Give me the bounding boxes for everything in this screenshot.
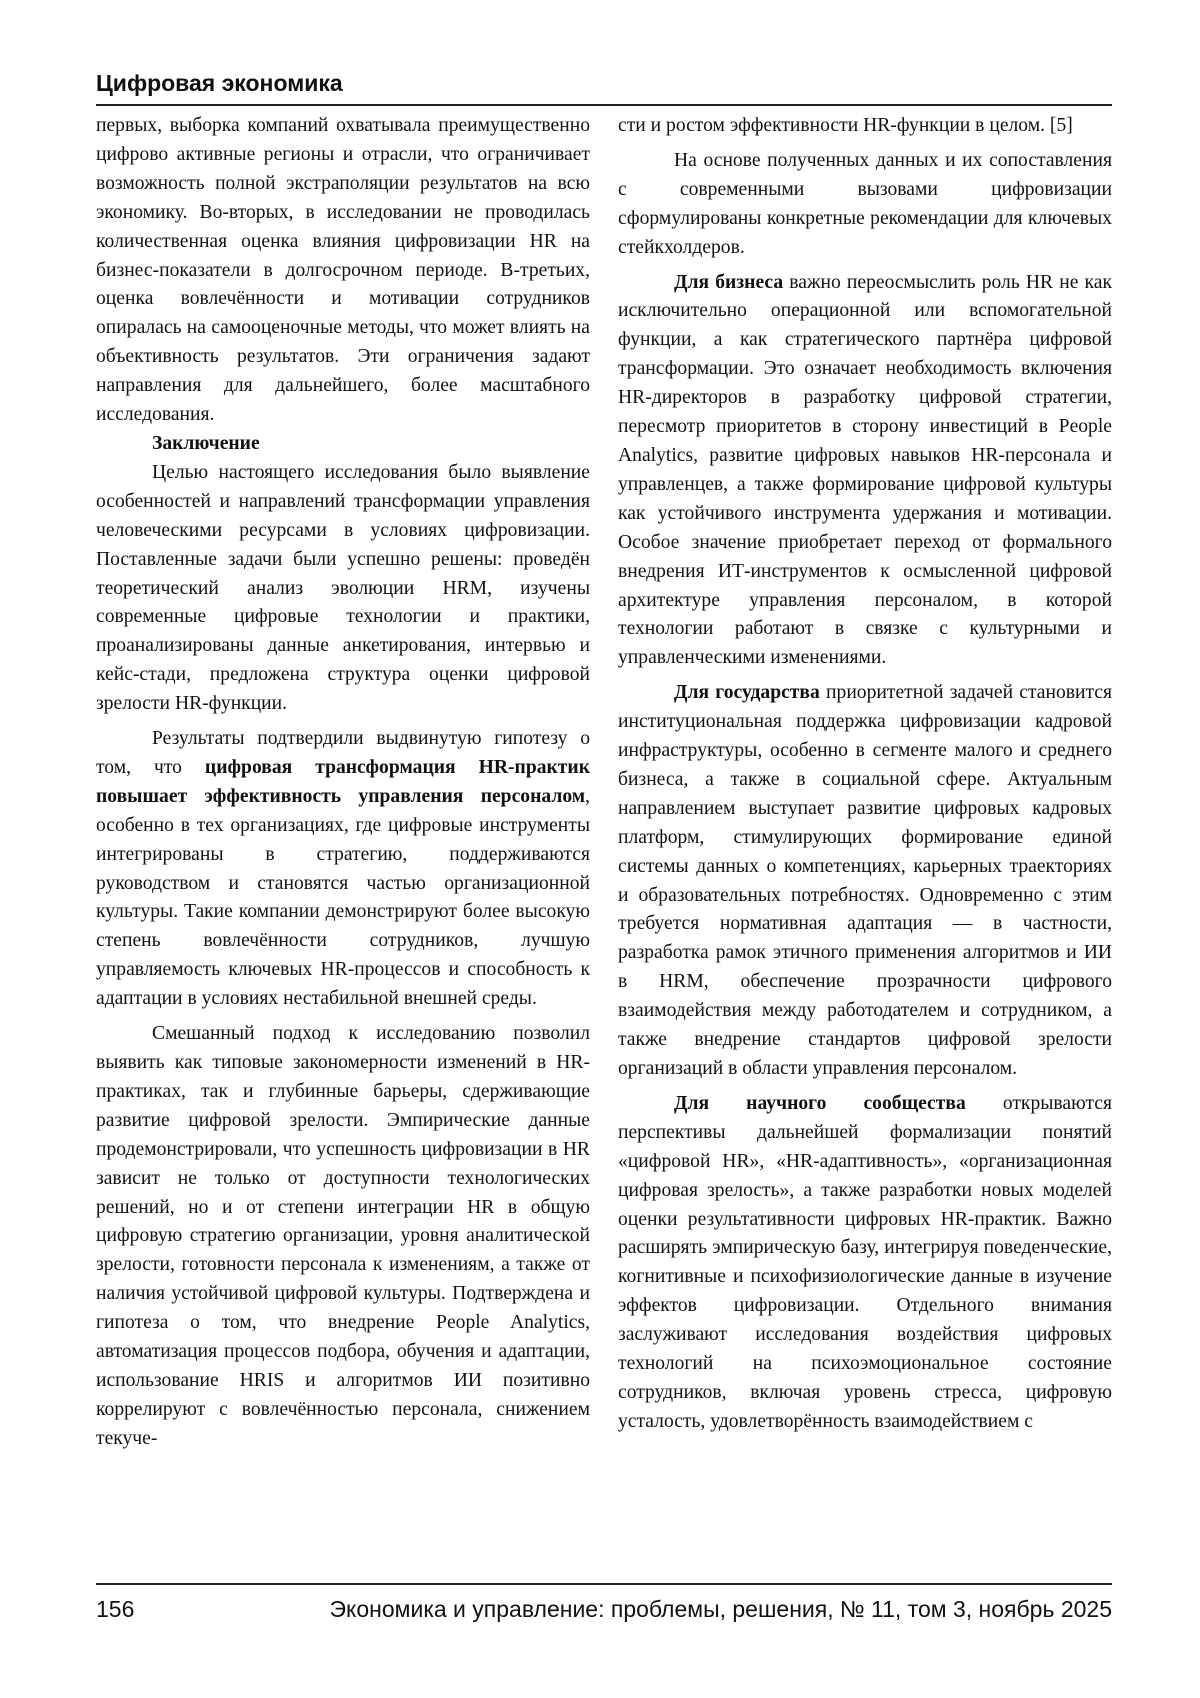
- science-text: открываются перспективы дальнейшей формализации понятий «цифровой HR», «HR-адаптивность», «организационная цифровая зрелость», а также разработки новых моделей оценки результативности цифровых HR-практик. Важно расширять эмпирическую базу, интегрируя поведенческие, когнитивные и психофизиологические данные в изучение эффектов цифровизации. Отдельного внимания заслуживают исследования воздействия цифровых технологий на психоэмоциональное состояние сотрудников, включая уровень стресса, цифровую усталость, удовлетворённость взаимодействием с: [618, 1092, 1112, 1432]
- paragraph-state: [618, 679, 1112, 1084]
- science-lead: Для научного сообщества: [674, 1092, 966, 1114]
- journal-reference: Экономика и управление: проблемы, решения, № 11, том 3, ноябрь 2025: [329, 1596, 1112, 1622]
- left-column: [96, 112, 590, 1454]
- paragraph-business: [618, 269, 1112, 674]
- paragraph-hypothesis: [96, 725, 590, 1014]
- right-column: [618, 112, 1112, 1437]
- paragraph-goal: [96, 459, 590, 719]
- footer-rule: [96, 1583, 1112, 1585]
- paragraph-mixed-approach: Смешанный подход к исследованию позволил выявить как типовые закономерности изменений в HR-практиках, так и глубинные барьеры, сдерживающие развитие цифровой зрелости. Эмпирические данные продемонстрировали, что успешность цифровизации в HR зависит не только от доступности технологических решений, но и от степени интеграции HR в общую цифровую стратегию организации, уровня аналитической зрелости, готовности персонала к изменениям, а также от наличия устойчивой цифровой культуры. Подтверждена и гипотеза о том, что внедрение People Analytics, автоматизация процессов подбора, обучения и адаптации, использование HRIS и алгоритмов ИИ позитивно коррелируют с вовлечённостью персонала, снижением текуче-: [96, 1023, 590, 1449]
- heading-conclusion: Заключение: [152, 432, 260, 454]
- state-text: приоритетной задачей становится институциональная поддержка цифровизации кадровой инфраструктуры, особенно в сегменте малого и среднего бизнеса, а также в социальной сфере. Актуальным направлением выступает развитие цифровых кадровых платформ, стимулирующих формирование единой системы данных о компетенциях, карьерных траекториях и образовательных потребностях. Одновременно с этим требуется нормативная адаптация — в частности, разработка рамок этичного применения алгоритмов и ИИ в HRM, обеспечение прозрачности цифрового взаимодействия между работодателем и сотрудником, а также внедрение стандартов цифровой зрелости организаций в области управления персоналом.: [618, 682, 1112, 1079]
- paragraph-recommendations: На основе полученных данных и их сопоставления с современными вызовами цифровизации сформулированы конкретные рекомендации для ключевых стейкхолдеров.: [618, 149, 1112, 258]
- header-rule: [96, 104, 1112, 106]
- hypothesis-text-end: , особенно в тех организациях, где цифровые инструменты интегрированы в стратегию, поддерживаются руководством и становятся частью организационной культуры. Такие компании демонстрируют более высокую степень вовлечённости сотрудников, лучшую управляемость ключевых HR-процессов и способность к адаптации в условиях нестабильной внешней среды.: [96, 785, 590, 1010]
- business-lead: Для бизнеса: [674, 271, 784, 293]
- paragraph-continuation: сти и ростом эффективности HR-функции в целом. [5]: [618, 115, 1073, 136]
- section-title: Цифровая экономика: [96, 70, 343, 96]
- state-lead: Для государства: [674, 682, 820, 704]
- page-footer: [96, 1592, 1112, 1626]
- business-text: важно переосмыслить роль HR не как исключительно операционной или вспомогательной функции, а как стратегического партнёра цифровой трансформации. Это означает необходимость включения HR-директоров в разработку цифровой стратегии, пересмотр приоритетов в сторону инвестиций в People Analytics, развитие цифровых навыков HR-персонала и управленцев, а также формирование цифровой культуры как устойчивого инструмента удержания и мотивации. Особое значение приобретает переход от формального внедрения ИТ-инструментов к осмысленной цифровой архитектуре управления персоналом, в которой технологии работают в связке с культурными и управленческими изменениями.: [618, 271, 1112, 669]
- paragraph-goal-text: Целью настоящего исследования было выявление особенностей и направлений трансформации управления человеческими ресурсами в условиях цифровизации. Поставленные задачи были успешно решены: проведён теоретический анализ эволюции HRM, изучены современные цифровые технологии и практики, проанализированы данные анкетирования, интервью и кейс-стади, предложена структура оценки цифровой зрелости HR-функции.: [96, 461, 590, 715]
- paragraph-limitations: первых, выборка компаний охватывала преимущественно цифрово активные регионы и отрасли, что ограничивает возможность полной экстраполяции результатов на всю экономику. Во-вторых, в исследовании не проводилась количественная оценка влияния цифровизации HR на бизнес-показатели в долгосрочном периоде. В-третьих, оценка вовлечённости и мотивации сотрудников опиралась на самооценочные методы, что может влиять на объективность результатов. Эти ограничения задают направления для дальнейшего, более масштабного исследования.: [96, 115, 590, 426]
- hypothesis-bold: цифровая трансформация HR-практик повышает эффективность управления персоналом: [96, 756, 590, 807]
- paragraph-science: [618, 1090, 1112, 1437]
- hypothesis-text-start: Результаты подтвердили выдвинутую гипотезу о том, что: [96, 728, 590, 778]
- page-number: 156: [96, 1596, 135, 1622]
